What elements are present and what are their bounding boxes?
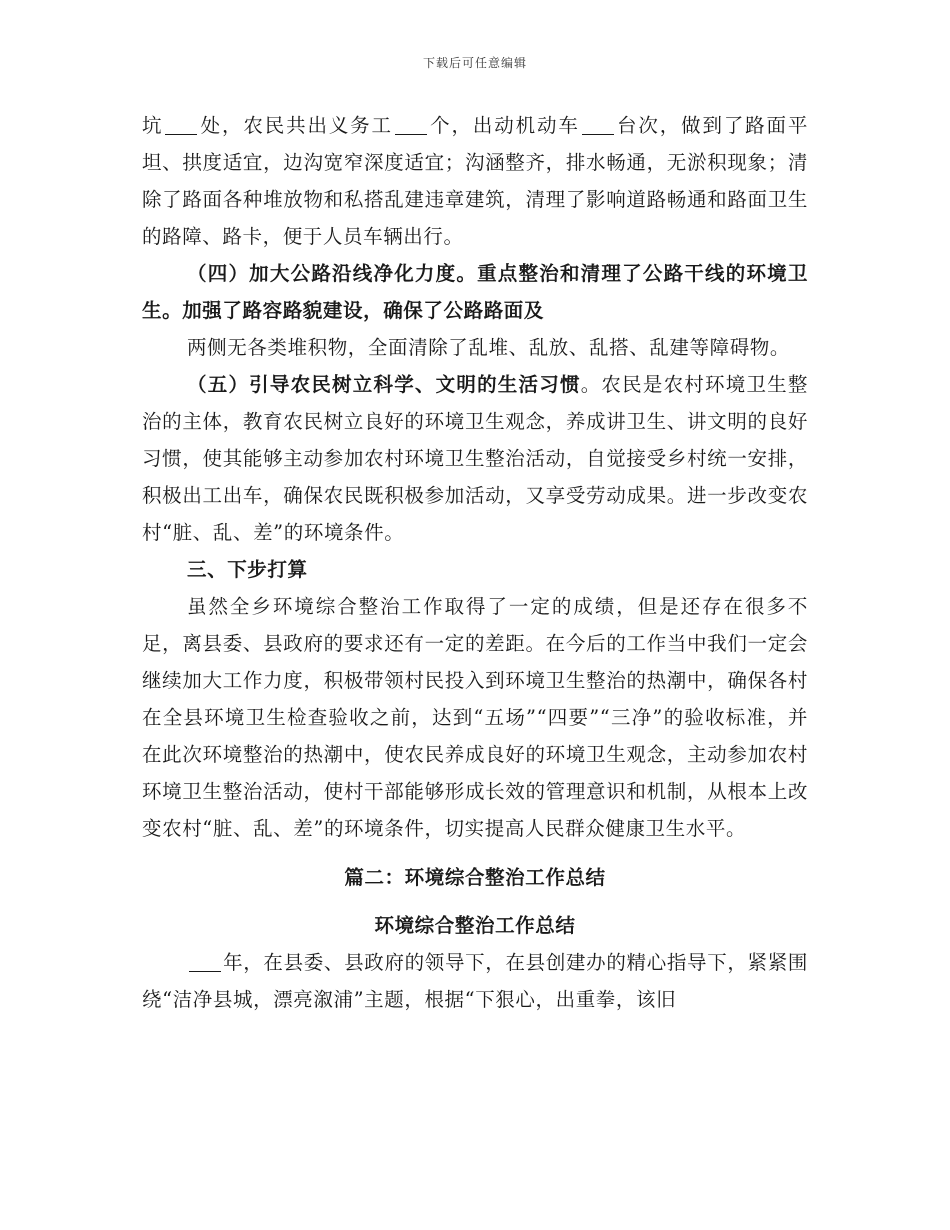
article-title: 环境综合整治工作总结 bbox=[374, 914, 576, 937]
paragraph-item-five bbox=[142, 366, 808, 551]
section-title-next-steps: 三、下步打算 bbox=[187, 558, 308, 581]
text-segment: 年，在县委、县政府的领导下，在县创建办的精心指导下，紧紧围绕“洁净县城，漂亮溆浦”主题，根据“下狠心，出重拳，该旧 bbox=[142, 951, 808, 1011]
text-segment: 个，出动机动车 bbox=[428, 114, 580, 137]
text-segment: 坑 bbox=[142, 114, 164, 137]
paragraph-next-steps: 虽然全乡环境综合整治工作取得了一定的成绩，但是还存在很多不足，离县委、县政府的要求还有一定的差距。在今后的工作当中我们一定会继续加大工作力度，积极带领村民投入到环境卫生整治的热潮中，确保各村在全县环境卫生检查验收之前，达到“五场”“四要”“三净”的验收标准，并在此次环境整治的热潮中，使农民养成良好的环境卫生观念，主动参加农村环境卫生整治活动，使村干部能够形成长效的管理意识和机制，从根本上改变农村“脏、乱、差”的环境条件，切实提高人民群众健康卫生水平。 bbox=[142, 595, 808, 840]
article-heading: 篇二：环境综合整治工作总结 bbox=[344, 866, 606, 889]
blank-underline bbox=[395, 114, 427, 135]
heading-item-five: （五）引导农民树立科学、文明的生活习惯 bbox=[187, 373, 581, 396]
blank-underline bbox=[189, 951, 221, 972]
blank-underline bbox=[582, 114, 614, 135]
paragraph-article-intro bbox=[142, 944, 808, 1018]
heading-item-four: （四）加大公路沿线净化力度。重点整治和清理了公路干线的环境卫生。加强了路容路貌建设，确保了公路路面及 bbox=[142, 262, 808, 322]
text-segment: 处，农民共出义务工 bbox=[199, 114, 393, 137]
paragraph-road-maintenance bbox=[142, 107, 808, 255]
blank-underline bbox=[165, 114, 197, 135]
document-body bbox=[142, 107, 808, 1018]
page-header: 下载后可任意编辑 bbox=[422, 56, 527, 70]
text-segment: 台次，做到了路面平坦、拱度适宜，边沟宽窄深度适宜；沟涵整齐，排水畅通，无淤积现象；清除了路面各种堆放物和私搭乱建违章建筑，清理了影响道路畅通和路面卫生的路障、路卡，便于人员车辆出行。 bbox=[142, 114, 809, 248]
paragraph-roadside-cleanup: 两侧无各类堆积物，全面清除了乱堆、乱放、乱搭、乱建等障碍物。 bbox=[187, 336, 791, 359]
paragraph-item-five-text: 。农民是农村环境卫生整治的主体，教育农民树立良好的环境卫生观念，养成讲卫生、讲文明的良好习惯，使其能够主动参加农村环境卫生整治活动，自觉接受乡村统一安排，积极出工出车，确保农民既积极参加活动，又享受劳动成果。进一步改变农村“脏、乱、差”的环境条件。 bbox=[142, 373, 808, 544]
